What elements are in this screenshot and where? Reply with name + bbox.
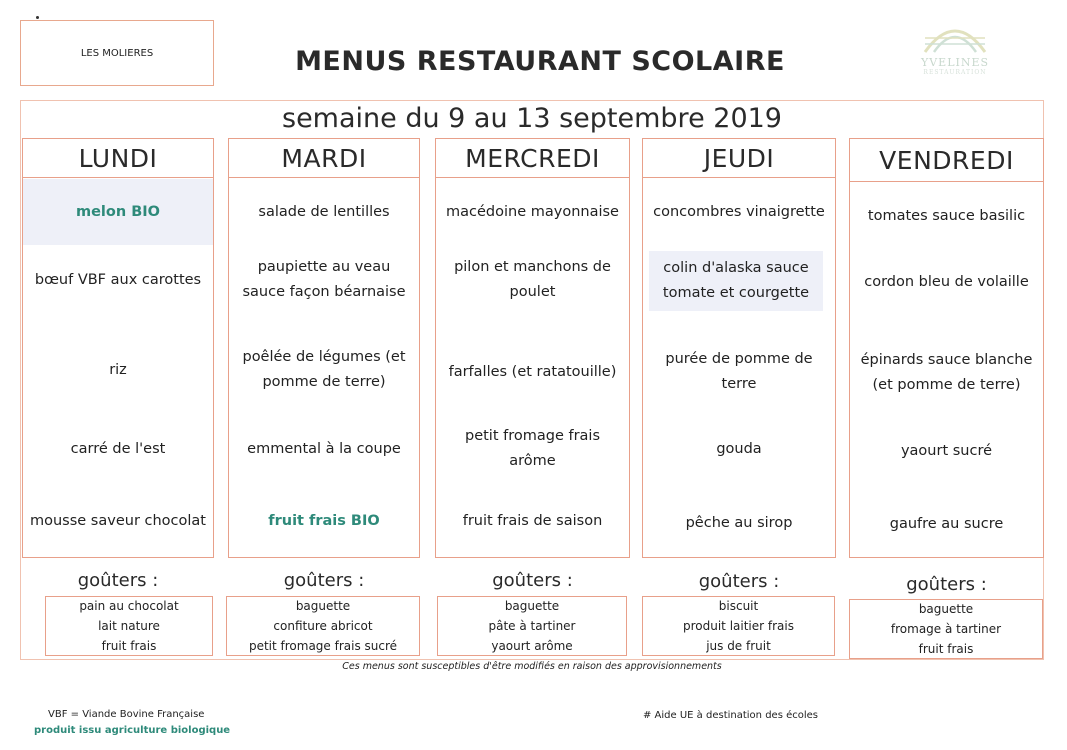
gouter-item: fromage à tartiner: [890, 622, 1002, 636]
page-title: MENUS RESTAURANT SCOLAIRE: [295, 46, 785, 77]
dish-main: cordon bleu de volaille: [864, 273, 1029, 290]
dish-cheese: emmental à la coupe: [247, 440, 401, 457]
gouter-box-vendredi: [849, 599, 1043, 659]
gouter-item: petit fromage frais sucré: [248, 639, 398, 653]
dish-starter: concombres vinaigrette: [653, 203, 825, 220]
day-column-mercredi: [435, 138, 630, 558]
dish-dessert: mousse saveur chocolat: [29, 513, 206, 529]
gouter-title: goûters :: [698, 571, 780, 592]
day-column-vendredi: [849, 138, 1044, 558]
gouter-title: goûters :: [283, 570, 365, 591]
gouter-item: pâte à tartiner: [488, 619, 576, 633]
dish-starter: tomates sauce basilic: [867, 207, 1026, 224]
day-header: MERCREDI: [436, 139, 629, 178]
dish-starter: macédoine mayonnaise: [446, 203, 619, 220]
gouter-item: fruit frais: [918, 642, 974, 656]
day-column-lundi: [22, 138, 214, 558]
dish-cheese: yaourt sucré: [900, 442, 993, 459]
day-header: LUNDI: [23, 139, 213, 178]
gouter-item: lait nature: [98, 619, 160, 633]
dish-side: épinards sauce blanche (et pomme de terre): [860, 352, 1033, 393]
dish-dessert: fruit frais BIO: [268, 513, 380, 529]
gouter-item: produit laitier frais: [683, 619, 794, 633]
school-name-box: [20, 20, 214, 86]
dish-cheese: petit fromage frais arôme: [464, 428, 601, 469]
gouter-title: goûters :: [492, 570, 573, 591]
dish-starter: salade de lentilles: [258, 203, 390, 220]
dish-cheese: gouda: [716, 440, 762, 457]
footnote-ue: # Aide UE à destination des écoles: [643, 710, 818, 721]
dish-cheese: carré de l'est: [70, 440, 166, 457]
day-header: JEUDI: [643, 139, 835, 178]
gouter-item: baguette: [918, 602, 974, 616]
dish-side: riz: [109, 361, 127, 378]
dish-main: bœuf VBF aux carottes: [34, 271, 202, 288]
logo-text: YVELINES: [920, 56, 990, 69]
gouter-box-jeudi: [642, 596, 835, 656]
gouter-item: confiture abricot: [273, 619, 373, 633]
gouter-box-mardi: [226, 596, 420, 656]
scan-dot: [36, 16, 39, 19]
day-header: MARDI: [229, 139, 419, 178]
day-column-jeudi: [642, 138, 836, 558]
gouter-item: fruit frais: [101, 639, 157, 653]
gouter-box-mercredi: [437, 596, 627, 656]
dish-dessert: gaufre au sucre: [889, 516, 1004, 532]
footnote-vbf: VBF = Viande Bovine Française: [48, 709, 205, 720]
dish-dessert: fruit frais de saison: [462, 513, 603, 529]
dish-dessert: pêche au sirop: [685, 515, 793, 531]
yvelines-logo: [900, 14, 1010, 94]
gouter-item: baguette: [504, 599, 560, 613]
gouter-box-lundi: [45, 596, 213, 656]
day-header: VENDREDI: [850, 139, 1043, 182]
day-column-mardi: [228, 138, 420, 558]
logo-arch-icon: [920, 14, 990, 54]
dish-starter: melon BIO: [23, 179, 213, 245]
logo-subtext: RESTAURATION: [923, 69, 987, 76]
dish-side: purée de pomme de terre: [665, 351, 813, 392]
gouter-item: baguette: [295, 599, 351, 613]
week-label: semaine du 9 au 13 septembre 2019: [282, 103, 782, 134]
dish-main: colin d'alaska sauce tomate et courgette: [649, 251, 823, 311]
gouter-item: biscuit: [718, 599, 759, 613]
gouter-item: yaourt arôme: [491, 639, 573, 653]
dish-side: poêlée de légumes (et pomme de terre): [242, 349, 406, 390]
gouter-title: goûters :: [906, 574, 987, 595]
gouter-item: jus de fruit: [706, 639, 771, 653]
dish-main: paupiette au veau sauce façon béarnaise: [242, 259, 406, 300]
footnote-bio: produit issu agriculture biologique: [34, 725, 231, 736]
dish-main: pilon et manchons de poulet: [454, 259, 611, 300]
gouter-title: goûters :: [77, 570, 159, 591]
dish-side: farfalles (et ratatouille): [448, 363, 617, 380]
disclaimer: Ces menus sont susceptibles d'être modifiés en raison des approvisionnements: [342, 661, 722, 672]
gouter-item: pain au chocolat: [79, 599, 179, 613]
school-name: LES MOLIERES: [80, 47, 154, 59]
